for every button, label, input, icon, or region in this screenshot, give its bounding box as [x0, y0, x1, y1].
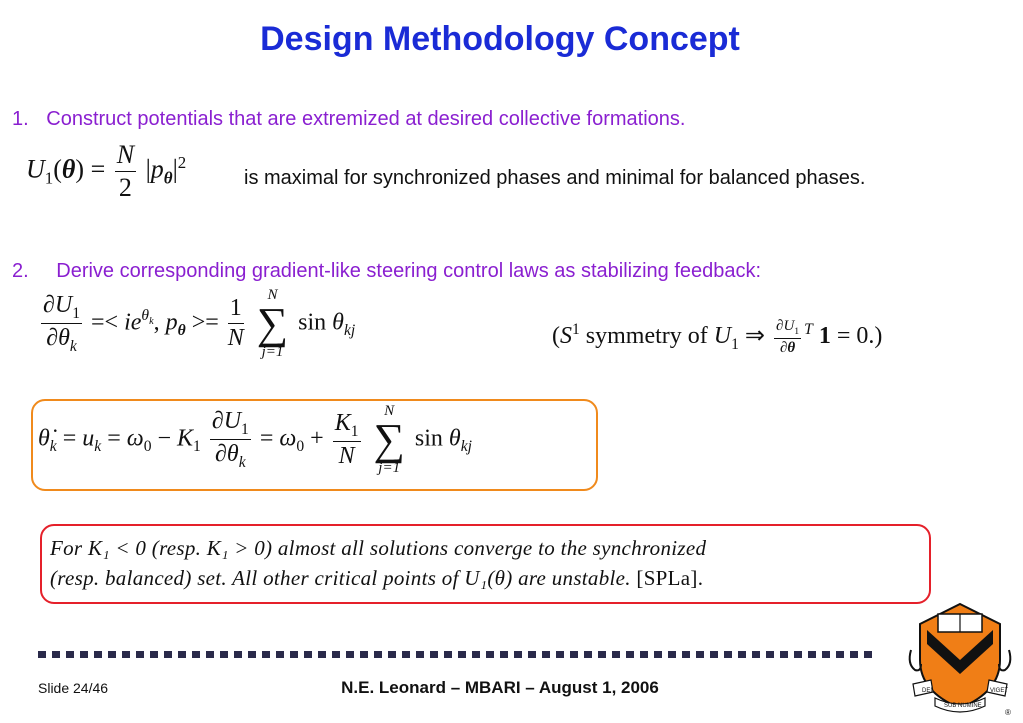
theorem-line-2: [50, 563, 925, 593]
gradient-equation: $\frac{\partial U_1}{\partial\theta_k}$ =< $ie^{\theta_k}$, $p_\theta$ >= $\frac{1}{N}$ N ∑ j=1 $\sin \theta_{kj}$: [43, 287, 356, 360]
footer-divider: [38, 651, 878, 658]
list-item-1: [12, 108, 685, 131]
theorem-reference: [SPLa].: [636, 566, 704, 590]
footer-author-date: N.E. Leonard – MBARI – August 1, 2006: [341, 678, 659, 697]
list-item-2-number: 2.: [12, 260, 29, 282]
motto-bottom: SUB NUMINE: [944, 703, 982, 709]
theorem-line-2-text: (resp. balanced) set. All other critical points of U₁(θ) are unstable.: [50, 566, 637, 590]
theorem-text: [50, 533, 925, 593]
list-item-1-text: Construct potentials that are extremized at desired collective formations.: [46, 108, 686, 130]
potential-equation: $U_1(\theta)$ = $\frac{N}{2}$ $|p_\theta|^2$: [26, 140, 187, 202]
list-item-1-number: 1.: [12, 108, 29, 130]
control-law-equation: $\thetȧ_k = u_k = \omega_0 - K_1$ $\frac{\partial U_1}{\partial\theta_k}$ = $\omega_0$ + $\frac{K_1}{N}$ N ∑ j=1 $\sin \theta_{kj}$: [38, 403, 472, 476]
list-item-2: [12, 260, 761, 283]
motto-left: DEI: [922, 688, 933, 694]
registered-mark: ®: [1005, 708, 1011, 717]
potential-description: is maximal for synchronized phases and minimal for balanced phases.: [244, 167, 866, 189]
symmetry-note: ($S^1$ symmetry of $U_1$ ⇒ $\frac{\partial U_1}{\partial\theta}$ $^T$ 1 = 0.): [552, 318, 883, 356]
theorem-line-1: For K₁ < 0 (resp. K₁ > 0) almost all solutions converge to the synchronized: [50, 536, 707, 560]
princeton-shield-logo: [905, 600, 1015, 718]
list-item-2-text: Derive corresponding gradient-like steering control laws as stabilizing feedback:: [56, 260, 762, 282]
motto-right: VIGET: [990, 688, 1009, 694]
slide-number: Slide 24/46: [38, 680, 109, 696]
slide-title: Design Methodology Concept: [260, 20, 740, 58]
